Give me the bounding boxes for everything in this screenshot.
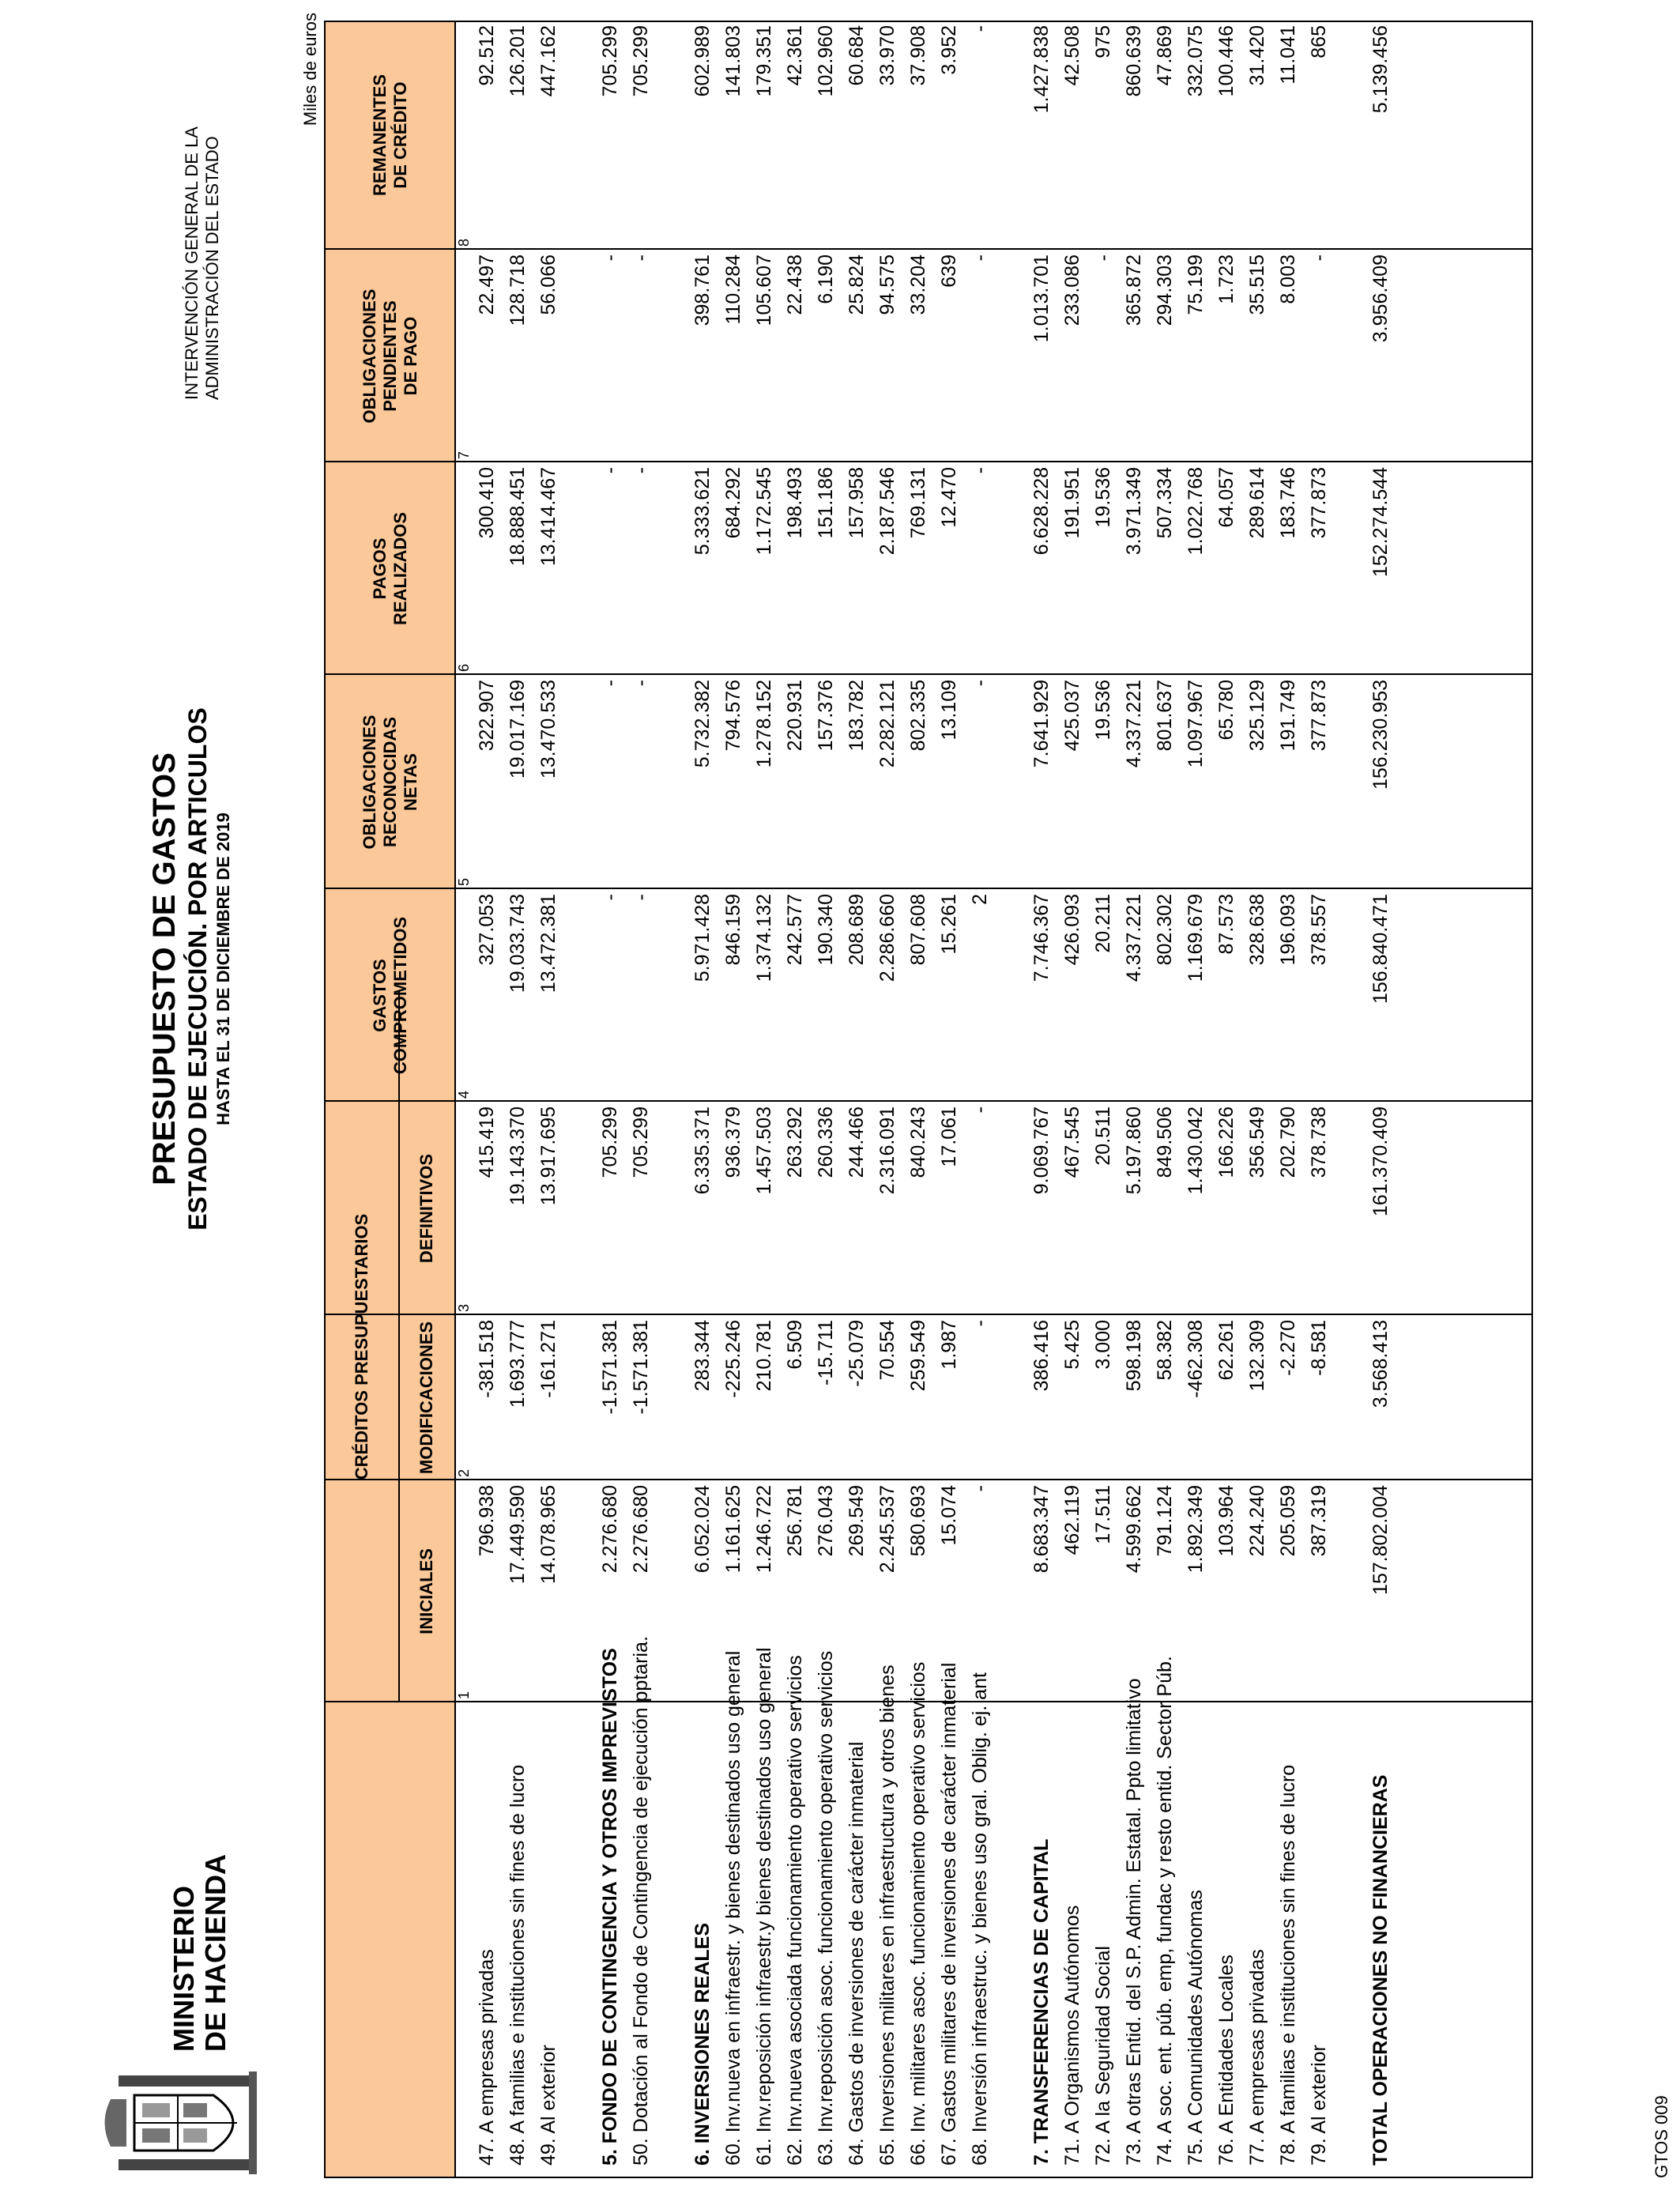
value-cell: - (969, 1485, 991, 1492)
header-pagos-line-1: PAGOS (369, 537, 390, 600)
column-number: 3 (456, 1303, 472, 1312)
value-cell: 60.684 (846, 25, 868, 86)
value-cell: 3.952 (938, 25, 960, 75)
row-label: 63. Inv.reposición asoc. funcionamiento operativo servicios (815, 1650, 837, 2166)
row-label: 67. Gastos militares de inversiones de carácter inmaterial (938, 1662, 960, 2166)
value-cell: 1.161.625 (722, 1485, 744, 1574)
value-cell: 276.043 (815, 1485, 837, 1557)
report-subtitle: ESTADO DE EJECUCIÓN. POR ARTICULOS (183, 707, 212, 1231)
ministry-line-1: MINISTERIO (168, 1885, 200, 2052)
value-cell: 105.607 (753, 254, 775, 326)
row-label: 6. INVERSIONES REALES (691, 1922, 714, 2166)
value-cell: 100.446 (1215, 25, 1237, 97)
value-cell: 33.970 (876, 25, 898, 86)
column-number: 2 (456, 1468, 472, 1477)
value-cell: 936.379 (722, 1106, 744, 1178)
value-cell: 325.129 (1246, 680, 1268, 752)
value-cell: 17.511 (1092, 1485, 1114, 1544)
ministry-name (168, 1767, 232, 2052)
value-cell: 19.143.370 (507, 1106, 529, 1206)
value-cell: 1.427.838 (1030, 25, 1053, 114)
value-cell: -2.270 (1277, 1320, 1299, 1376)
value-cell: 1.246.722 (753, 1485, 775, 1574)
value-cell: 356.549 (1246, 1106, 1268, 1178)
header-definitivos: DEFINITIVOS (416, 1153, 436, 1264)
value-cell: 19.017.169 (507, 680, 529, 779)
value-cell: 447.162 (537, 25, 559, 97)
value-cell: 2.276.680 (599, 1485, 621, 1574)
value-cell: 126.201 (507, 25, 529, 97)
value-cell: 14.078.965 (537, 1485, 559, 1585)
value-cell: 183.746 (1277, 467, 1299, 539)
value-cell: 35.515 (1246, 254, 1268, 315)
row-label: 78. A familias e instituciones sin fines de lucro (1277, 1764, 1299, 2166)
value-cell: 3.971.349 (1123, 467, 1145, 556)
value-cell: 110.284 (722, 254, 744, 325)
value-cell: 769.131 (907, 467, 929, 539)
value-cell: 1.430.042 (1185, 1106, 1207, 1195)
value-cell: 75.199 (1185, 254, 1207, 315)
header-creditos-group: CRÉDITOS PRESUPUESTARIOS (352, 1213, 371, 1480)
value-cell: 260.336 (815, 1106, 837, 1178)
row-label: 74. A soc. ent. púb. emp, fundac y resto entid. Sector Púb. (1154, 1656, 1176, 2166)
header-obligaciones (326, 675, 454, 889)
value-cell: 2.316.091 (876, 1106, 898, 1195)
value-cell: 684.292 (722, 467, 744, 539)
value-cell: - (630, 894, 652, 901)
value-cell: 17.061 (938, 1106, 960, 1167)
value-cell: 37.908 (907, 25, 929, 86)
value-cell: 191.749 (1277, 680, 1299, 752)
header-remanentes (326, 21, 454, 250)
value-cell: 300.410 (476, 467, 498, 539)
value-cell: 64.057 (1215, 467, 1237, 528)
value-cell: -381.518 (476, 1320, 498, 1398)
value-cell: - (599, 254, 621, 262)
row-label: 79. Al exterior (1308, 2045, 1330, 2166)
value-cell: 19.033.743 (507, 894, 529, 993)
value-cell: 20.511 (1092, 1106, 1114, 1166)
value-cell: 269.549 (846, 1485, 868, 1557)
value-cell: - (969, 467, 991, 474)
value-cell: - (1308, 254, 1330, 262)
form-code: GTOS 009 (1652, 2095, 1671, 2178)
value-cell: 2 (969, 894, 991, 905)
value-cell: 103.964 (1215, 1485, 1237, 1557)
column-number: 7 (456, 450, 472, 459)
value-cell: -225.246 (722, 1320, 744, 1398)
value-cell: 378.738 (1308, 1106, 1330, 1178)
igae-line-2: ADMINISTRACIÓN DEL ESTADO (202, 136, 222, 400)
row-label: 64. Gastos de inversiones de carácter inmaterial (846, 1741, 868, 2166)
value-cell: 166.226 (1215, 1106, 1237, 1178)
value-cell: 202.790 (1277, 1106, 1299, 1178)
header-gastos (326, 889, 454, 1102)
value-cell: 801.637 (1154, 680, 1176, 752)
value-cell: 5.333.621 (691, 467, 714, 556)
value-cell: 462.119 (1061, 1485, 1083, 1555)
row-label: 61. Inv.reposición infraestr.y bienes destinados uso general (753, 1647, 775, 2166)
row-label: 66. Inv. militares asoc. funcionamiento operativo servicios (907, 1661, 929, 2166)
value-cell: 25.824 (846, 254, 868, 315)
value-cell: -25.079 (846, 1320, 868, 1387)
value-cell: 580.693 (907, 1485, 929, 1557)
value-cell: 17.449.590 (507, 1485, 529, 1585)
value-cell: 802.302 (1154, 894, 1176, 966)
report-date: HASTA EL 31 DE DICIEMBRE DE 2019 (213, 812, 233, 1125)
value-cell: 398.761 (691, 254, 714, 326)
value-cell: 425.037 (1061, 680, 1083, 752)
value-cell: 22.438 (784, 254, 806, 315)
value-cell: 507.334 (1154, 467, 1176, 539)
value-cell: - (630, 467, 652, 474)
value-cell: 62.261 (1215, 1320, 1237, 1381)
value-cell: 1.172.545 (753, 467, 775, 556)
row-label: 77. A empresas privadas (1246, 1949, 1268, 2166)
value-cell: 1.013.701 (1030, 254, 1053, 343)
value-cell: 289.614 (1246, 467, 1268, 539)
row-label: 75. A Comunidades Autónomas (1185, 1890, 1207, 2166)
header-pendientes-line-1: OBLIGACIONES (359, 288, 379, 424)
row-label: 68. Inversión infraestruc. y bienes uso gral. Oblig. ej. ant (969, 1672, 991, 2166)
row-label: TOTAL OPERACIONES NO FINANCIERAS (1369, 1774, 1392, 2166)
header-remanentes-line-1: REMANENTES (369, 74, 390, 197)
report-title: PRESUPUESTO DE GASTOS (147, 752, 182, 1186)
value-cell: 365.872 (1123, 254, 1145, 326)
value-cell: 20.211 (1092, 894, 1114, 953)
header-gastos-line-2: COMPROMETIDOS (390, 916, 410, 1075)
value-cell: 327.053 (476, 894, 498, 966)
value-cell: 220.931 (784, 680, 806, 752)
row-label: 5. FONDO DE CONTINGENCIA Y OTROS IMPREVISTOS (599, 1648, 621, 2166)
value-cell: 8.683.347 (1030, 1485, 1053, 1574)
value-cell: 190.340 (815, 894, 837, 966)
value-cell: 15.261 (938, 894, 960, 955)
value-cell: 6.190 (815, 254, 837, 304)
value-cell: 208.689 (846, 894, 868, 966)
value-cell: 426.093 (1061, 894, 1083, 966)
value-cell: 6.509 (784, 1320, 806, 1370)
value-cell: 639 (938, 254, 960, 288)
value-cell: - (599, 680, 621, 687)
column-number: 1 (456, 1691, 472, 1699)
value-cell: 179.351 (753, 25, 775, 97)
value-cell: 294.303 (1154, 254, 1176, 326)
value-cell: - (630, 680, 652, 687)
value-cell: 328.638 (1246, 894, 1268, 966)
value-cell: 849.506 (1154, 1106, 1176, 1178)
value-cell: 151.186 (815, 467, 837, 539)
row-label: 76. A Entidades Locales (1215, 1955, 1237, 2166)
value-cell: 377.873 (1308, 467, 1330, 539)
value-cell: 157.958 (846, 467, 868, 539)
header-bg-label (326, 1702, 454, 2177)
igae-heading (182, 21, 223, 400)
value-cell: 18.888.451 (507, 467, 529, 567)
row-label: 73. A otras Entid. del S.P. Admin. Estatal. Ppto limitativo (1123, 1678, 1145, 2166)
row-label: 71. A Organismos Autónomos (1061, 1905, 1083, 2166)
column-number: 8 (456, 238, 472, 247)
value-cell: 5.139.456 (1369, 25, 1392, 114)
value-cell: 865 (1308, 25, 1330, 58)
column-number: 4 (456, 1090, 472, 1099)
value-cell: 3.568.413 (1369, 1320, 1392, 1408)
header-pendientes-line-2: PENDIENTES (379, 300, 400, 412)
value-cell: 242.577 (784, 894, 806, 966)
value-cell: 2.286.660 (876, 894, 898, 982)
value-cell: 56.066 (537, 254, 559, 315)
value-cell: 1.022.768 (1185, 467, 1207, 556)
header-obligaciones-line-2: RECONOCIDAS (379, 717, 400, 848)
value-cell: 128.718 (507, 254, 529, 326)
value-cell: 2.245.537 (876, 1485, 898, 1574)
value-cell: 42.508 (1061, 25, 1083, 86)
value-cell: 602.989 (691, 25, 714, 97)
value-cell: 802.335 (907, 680, 929, 752)
value-cell: -15.711 (815, 1320, 837, 1385)
value-cell: 42.361 (784, 25, 806, 86)
value-cell: 283.344 (691, 1320, 714, 1392)
value-cell: 705.299 (599, 1106, 621, 1178)
row-label: 72. A la Seguridad Social (1092, 1946, 1114, 2166)
value-cell: 386.416 (1030, 1320, 1053, 1392)
value-cell: 33.204 (907, 254, 929, 315)
row-label: 7. TRANSFERENCIAS DE CAPITAL (1030, 1838, 1053, 2166)
value-cell: 2.276.680 (630, 1485, 652, 1574)
value-cell: 705.299 (599, 25, 621, 97)
value-cell: 975 (1092, 25, 1114, 58)
value-cell: 183.782 (846, 680, 868, 752)
value-cell: -161.271 (537, 1320, 559, 1398)
header-modificaciones: MODIFICACIONES (416, 1321, 436, 1475)
value-cell: 256.781 (784, 1485, 806, 1557)
coat-of-arms-icon (103, 2068, 269, 2178)
value-cell: 598.198 (1123, 1320, 1145, 1392)
value-cell: 5.732.382 (691, 680, 714, 768)
value-cell: 156.840.471 (1369, 894, 1392, 1005)
value-cell: - (969, 254, 991, 262)
value-cell: 1.457.503 (753, 1106, 775, 1195)
header-pagos (326, 462, 454, 675)
row-label: 49. Al exterior (537, 2045, 559, 2166)
value-cell: 47.869 (1154, 25, 1176, 86)
value-cell: 705.299 (630, 25, 652, 97)
header-obligaciones-line-3: NETAS (400, 753, 420, 811)
value-cell: 259.549 (907, 1320, 929, 1392)
value-cell: 2.187.546 (876, 467, 898, 556)
value-cell: 1.278.152 (753, 680, 775, 768)
value-cell: 6.052.024 (691, 1485, 714, 1574)
value-cell: 1.892.349 (1185, 1485, 1207, 1574)
budget-table (324, 21, 1533, 2178)
row-label: 65. Inversiones militares en infraestructura y otros bienes (876, 1664, 898, 2166)
value-cell: 415.419 (476, 1106, 498, 1178)
units-label: Miles de euros (300, 13, 320, 126)
value-cell: -1.571.381 (630, 1320, 652, 1415)
row-label: 50. Dotación al Fondo de Contingencia de ejecución pptaria. (630, 1636, 652, 2166)
header-pagos-line-2: REALIZADOS (390, 512, 410, 625)
value-cell: 224.240 (1246, 1485, 1268, 1557)
value-cell: 6.628.228 (1030, 467, 1053, 556)
value-cell: 19.536 (1092, 467, 1114, 528)
value-cell: 467.545 (1061, 1106, 1083, 1178)
value-cell: 840.243 (907, 1106, 929, 1178)
value-cell: 233.086 (1061, 254, 1083, 326)
row-label: 62. Inv.nueva asociada funcionamiento operativo servicios (784, 1655, 806, 2166)
value-cell: - (969, 680, 991, 687)
value-cell: 6.335.371 (691, 1106, 714, 1195)
value-cell: 794.576 (722, 680, 744, 752)
value-cell: 387.319 (1308, 1485, 1330, 1557)
value-cell: 4.337.221 (1123, 680, 1145, 768)
row-label: 60. Inv.nueva en infraestr. y bienes destinados uso general (722, 1650, 744, 2166)
value-cell: 5.197.860 (1123, 1106, 1145, 1195)
value-cell: 31.420 (1246, 25, 1268, 86)
value-cell: 15.074 (938, 1485, 960, 1546)
report-titles (146, 534, 235, 1404)
value-cell: 1.693.777 (507, 1320, 529, 1408)
header-pendientes-line-3: DE PAGO (400, 316, 420, 396)
value-cell: 807.608 (907, 894, 929, 966)
value-cell: 65.780 (1215, 680, 1237, 741)
value-cell: 157.802.004 (1369, 1485, 1392, 1596)
column-number: 5 (456, 877, 472, 886)
value-cell: 205.059 (1277, 1485, 1299, 1557)
value-cell: - (969, 1320, 991, 1327)
value-cell: 87.573 (1215, 894, 1237, 955)
value-cell: 5.425 (1061, 1320, 1083, 1370)
value-cell: 791.124 (1154, 1485, 1176, 1557)
value-cell: 7.746.367 (1030, 894, 1053, 982)
header-remanentes-line-2: DE CRÉDITO (390, 81, 410, 189)
value-cell: 244.466 (846, 1106, 868, 1178)
row-label: 47. A empresas privadas (476, 1949, 498, 2166)
value-cell: - (599, 467, 621, 474)
column-number: 6 (456, 663, 472, 672)
value-cell: 332.075 (1185, 25, 1207, 97)
value-cell: 322.907 (476, 680, 498, 752)
value-cell: 377.873 (1308, 680, 1330, 752)
value-cell: 141.803 (722, 25, 744, 97)
value-cell: 13.414.467 (537, 467, 559, 567)
value-cell: 9.069.767 (1030, 1106, 1053, 1195)
value-cell: 12.470 (938, 467, 960, 528)
value-cell: 196.093 (1277, 894, 1299, 966)
value-cell: 3.000 (1092, 1320, 1114, 1370)
header-obligaciones-line-1: OBLIGACIONES (359, 714, 379, 850)
value-cell: 152.274.544 (1369, 467, 1392, 578)
value-cell: 198.493 (784, 467, 806, 539)
value-cell: 846.159 (722, 894, 744, 966)
row-label: 48. A familias e instituciones sin fines de lucro (507, 1764, 529, 2166)
value-cell: 11.041 (1277, 25, 1299, 85)
igae-line-1: INTERVENCIÓN GENERAL DE LA (182, 126, 202, 400)
value-cell: - (1092, 254, 1114, 262)
value-cell: 94.575 (876, 254, 898, 315)
value-cell: 8.003 (1277, 254, 1299, 304)
value-cell: - (969, 25, 991, 32)
value-cell: 1.097.967 (1185, 680, 1207, 768)
value-cell: 70.554 (876, 1320, 898, 1381)
value-cell: 796.938 (476, 1485, 498, 1557)
ministry-line-2: DE HACIENDA (199, 1853, 232, 2052)
value-cell: 1.987 (938, 1320, 960, 1370)
header-iniciales: INICIALES (416, 1548, 436, 1634)
value-cell: 4.599.662 (1123, 1485, 1145, 1574)
value-cell: 1.169.679 (1185, 894, 1207, 982)
value-cell: 860.639 (1123, 25, 1145, 97)
value-cell: 13.917.695 (537, 1106, 559, 1206)
value-cell: 92.512 (476, 25, 498, 86)
value-cell: 2.282.121 (876, 680, 898, 768)
header-pendientes (326, 250, 454, 462)
value-cell: 191.951 (1061, 467, 1083, 539)
value-cell: 705.299 (630, 1106, 652, 1178)
value-cell: 1.723 (1215, 254, 1237, 304)
value-cell: 7.641.929 (1030, 680, 1053, 768)
value-cell: -1.571.381 (599, 1320, 621, 1415)
value-cell: 19.536 (1092, 680, 1114, 741)
value-cell: - (969, 1106, 991, 1114)
value-cell: 22.497 (476, 254, 498, 315)
value-cell: 156.230.953 (1369, 680, 1392, 790)
value-cell: 210.781 (753, 1320, 775, 1392)
value-cell: 4.337.221 (1123, 894, 1145, 982)
value-cell: 378.557 (1308, 894, 1330, 966)
value-cell: 132.309 (1246, 1320, 1268, 1392)
value-cell: 13.472.381 (537, 894, 559, 993)
value-cell: 58.382 (1154, 1320, 1176, 1381)
value-cell: 3.956.409 (1369, 254, 1392, 343)
value-cell: 13.109 (938, 680, 960, 741)
value-cell: 161.370.409 (1369, 1106, 1392, 1217)
value-cell: - (599, 894, 621, 901)
value-cell: 5.971.428 (691, 894, 714, 982)
value-cell: -462.308 (1185, 1320, 1207, 1398)
value-cell: -8.581 (1308, 1320, 1330, 1376)
value-cell: 263.292 (784, 1106, 806, 1178)
value-cell: 102.960 (815, 25, 837, 97)
value-cell: 1.374.132 (753, 894, 775, 982)
value-cell: 13.470.533 (537, 680, 559, 779)
header-gastos-line-1: GASTOS (369, 959, 390, 1032)
value-cell: 157.376 (815, 680, 837, 752)
value-cell: - (630, 254, 652, 262)
